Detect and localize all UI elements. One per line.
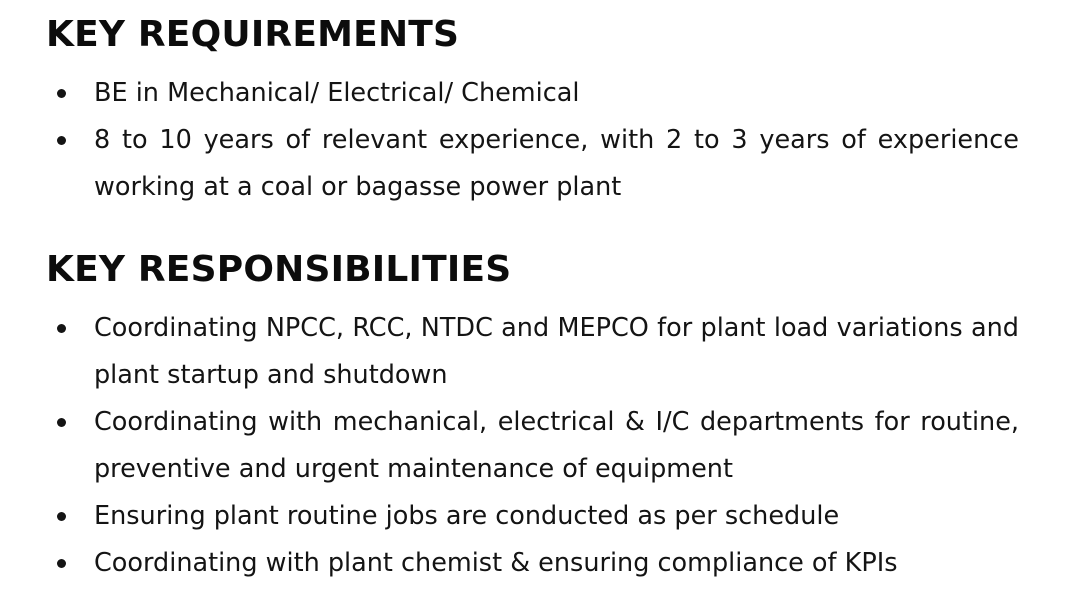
key-requirements-heading: KEY REQUIREMENTS bbox=[46, 14, 460, 55]
responsibility-item bbox=[0, 493, 1089, 540]
bullet-icon bbox=[57, 512, 66, 521]
requirement-text: 8 to 10 years of relevant experience, with 2 to 3 years of experience working at a coal or bagasse power plant bbox=[94, 125, 1019, 202]
responsibility-text: Coordinating NPCC, RCC, NTDC and MEPCO for plant load variations and plant startup and shutdown bbox=[94, 313, 1019, 390]
key-requirements-list bbox=[0, 70, 1089, 211]
requirement-item bbox=[0, 117, 1089, 211]
bullet-icon bbox=[57, 89, 66, 98]
requirement-item bbox=[0, 70, 1089, 117]
responsibility-item bbox=[0, 305, 1089, 399]
responsibility-text: Coordinating with mechanical, electrical & I/C departments for routine, preventive and urgent maintenance of equipment bbox=[94, 407, 1019, 484]
responsibility-text: Coordinating with plant chemist & ensuring compliance of KPIs bbox=[94, 548, 898, 578]
bullet-icon bbox=[57, 418, 66, 427]
key-responsibilities-heading: KEY RESPONSIBILITIES bbox=[46, 249, 512, 290]
bullet-icon bbox=[57, 559, 66, 568]
bullet-icon bbox=[57, 324, 66, 333]
bullet-icon bbox=[57, 136, 66, 145]
key-responsibilities-list bbox=[0, 305, 1089, 587]
requirement-text: BE in Mechanical/ Electrical/ Chemical bbox=[94, 78, 580, 108]
responsibility-item bbox=[0, 399, 1089, 493]
responsibility-text: Ensuring plant routine jobs are conducted as per schedule bbox=[94, 501, 840, 531]
responsibility-item bbox=[0, 540, 1089, 587]
